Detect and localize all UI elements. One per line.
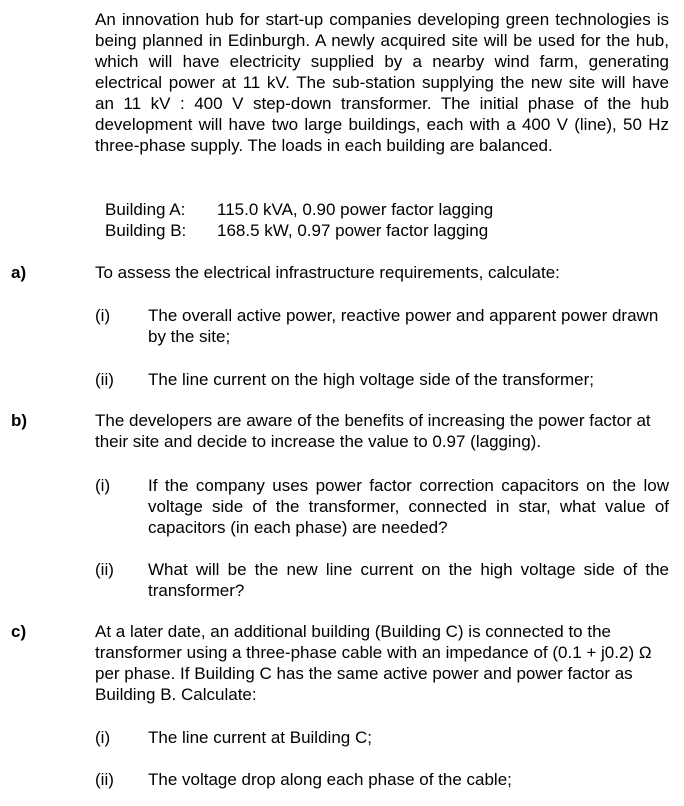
building-a-spec: 115.0 kVA, 0.90 power factor lagging xyxy=(217,200,494,219)
part-a-text: To assess the electrical infrastructure requirements, calculate: xyxy=(95,263,560,282)
part-a-i-number: (i) xyxy=(95,306,111,325)
part-a-i-text: The overall active power, reactive power and apparent power drawn by the site; xyxy=(148,306,659,346)
building-b-row xyxy=(105,220,493,241)
building-list xyxy=(105,199,493,241)
part-b-ii xyxy=(95,559,669,601)
building-b-name: Building B: xyxy=(105,221,187,240)
part-a-ii xyxy=(95,369,669,390)
part-a-ii-text: The line current on the high voltage side of the transformer; xyxy=(148,370,595,389)
part-c-ii-number: (ii) xyxy=(95,770,114,789)
part-c-i-number: (i) xyxy=(95,728,111,747)
part-c-ii-text: The voltage drop along each phase of the cable; xyxy=(148,770,512,789)
part-a-label: a) xyxy=(11,263,27,282)
part-a-ii-number: (ii) xyxy=(95,370,114,389)
part-c-i-text: The line current at Building C; xyxy=(148,728,372,747)
part-c-text: At a later date, an additional building (Building C) is connected to the transformer using a three-phase cable with an impedance of (0.1 + j0.2) Ω per phase. If Building C has the same active power and power factor as Building B. Calculate: xyxy=(95,622,652,704)
building-b-spec: 168.5 kW, 0.97 power factor lagging xyxy=(217,221,489,240)
part-b-i-text: If the company uses power factor correction capacitors on the low voltage side of the transformer, connected in star, what value of capacitors (in each phase) are needed? xyxy=(148,476,669,537)
part-b-ii-text: What will be the new line current on the high voltage side of the transformer? xyxy=(148,560,669,600)
part-c-i xyxy=(95,727,669,748)
building-a-row xyxy=(105,199,493,220)
part-b-i-number: (i) xyxy=(95,476,111,495)
part-b-text: The developers are aware of the benefits of increasing the power factor at their site and decide to increase the value to 0.97 (lagging). xyxy=(95,411,651,451)
part-c-label: c) xyxy=(11,622,27,641)
part-b-ii-number: (ii) xyxy=(95,560,114,579)
building-a-name: Building A: xyxy=(105,200,186,219)
part-a-i xyxy=(95,305,669,347)
part-b-i xyxy=(95,475,669,538)
intro-paragraph: An innovation hub for start-up companies developing green technologies is being planned in Edinburgh. A newly acquired site will be used for the hub, which will have electricity supplied by a nearby wind farm, generating electrical power at 11 kV. The sub-station supplying the new site will have an 11 kV : 400 V step-down transformer. The initial phase of the hub development will have two large buildings, each with a 400 V (line), 50 Hz three-phase supply. The loads in each building are balanced. xyxy=(95,10,669,155)
part-c-ii xyxy=(95,769,669,790)
part-b-label: b) xyxy=(11,411,28,430)
